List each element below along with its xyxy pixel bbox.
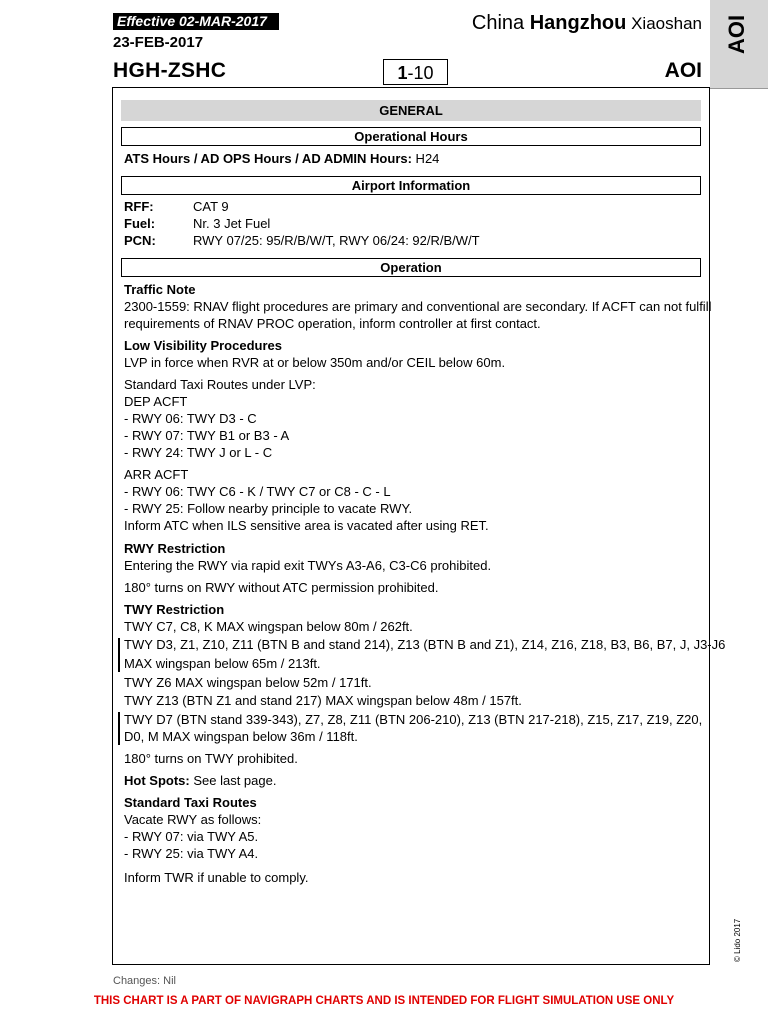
- twy-restriction-line: MAX wingspan below 65m / 213ft.: [124, 656, 321, 671]
- lvp-arr-label: ARR ACFT: [124, 467, 189, 482]
- change-bar: [118, 712, 120, 745]
- twy-restriction-heading: TWY Restriction: [124, 602, 225, 617]
- title-country: China: [471, 12, 530, 34]
- airport-code: HGH-ZSHC: [113, 59, 227, 82]
- twy-restriction-line: TWY Z13 (BTN Z1 and stand 217) MAX wingspan below 48m / 157ft.: [124, 693, 522, 708]
- traffic-note-line: requirements of RNAV PROC operation, inform controller at first contact.: [124, 316, 541, 331]
- hot-spots-line: [124, 772, 276, 789]
- change-bar: [118, 638, 120, 672]
- operation-heading: Operation: [121, 258, 701, 277]
- fuel-label: Fuel:: [124, 216, 156, 231]
- twy-restriction-line: TWY D7 (BTN stand 339-343), Z7, Z8, Z11 (BTN 206-210), Z13 (BTN 217-218), Z15, Z17, Z19, Z20,: [124, 712, 703, 727]
- page-number-main: 1: [397, 63, 408, 83]
- fuel-value: Nr. 3 Jet Fuel: [193, 216, 271, 231]
- page-number: [383, 59, 448, 85]
- airport-title: [472, 12, 702, 35]
- title-city: Hangzhou: [529, 12, 627, 34]
- lvp-arr-item: - RWY 06: TWY C6 - K / TWY C7 or C8 - C - L: [124, 484, 391, 499]
- operational-hours-line: [124, 150, 439, 167]
- changes-note: Changes: Nil: [113, 975, 176, 987]
- operational-hours-heading: Operational Hours: [121, 127, 701, 146]
- operational-hours-value: H24: [411, 151, 440, 166]
- standard-taxi-inform: Inform TWR if unable to comply.: [124, 870, 309, 885]
- lvp-arr-item: - RWY 25: Follow nearby principle to vacate RWY.: [124, 501, 413, 516]
- lvp-dep-item: - RWY 06: TWY D3 - C: [124, 411, 257, 426]
- revision-date: 23-FEB-2017: [113, 34, 204, 51]
- title-airport: Xiaoshan: [626, 14, 702, 33]
- rwy-restriction-line: Entering the RWY via rapid exit TWYs A3-A6, C3-C6 prohibited.: [124, 558, 492, 573]
- traffic-note-line: 2300-1559: RNAV flight procedures are primary and conventional are secondary. If ACFT can not fulfill: [124, 299, 712, 314]
- effective-date-badge: Effective 02-MAR-2017: [113, 13, 279, 30]
- rwy-restriction-heading: RWY Restriction: [124, 541, 226, 556]
- simulation-disclaimer: THIS CHART IS A PART OF NAVIGRAPH CHARTS AND IS INTENDED FOR FLIGHT SIMULATION USE ONLY: [93, 995, 675, 1007]
- twy-restriction-line: TWY C7, C8, K MAX wingspan below 80m / 262ft.: [124, 619, 413, 634]
- operational-hours-label: ATS Hours / AD OPS Hours / AD ADMIN Hours:: [124, 151, 412, 166]
- twy-restriction-line: D0, M MAX wingspan below 36m / 118ft.: [124, 729, 358, 744]
- section-code: AOI: [664, 59, 702, 82]
- twy-turns-line: 180° turns on TWY prohibited.: [124, 751, 298, 766]
- twy-restriction-line: TWY Z6 MAX wingspan below 52m / 171ft.: [124, 675, 372, 690]
- lvp-dep-item: - RWY 24: TWY J or L - C: [124, 445, 273, 460]
- standard-taxi-heading: Standard Taxi Routes: [124, 795, 257, 810]
- lvp-heading: Low Visibility Procedures: [124, 338, 282, 353]
- copyright-notice: © Lido 2017: [733, 918, 742, 962]
- twy-restriction-line: TWY D3, Z1, Z10, Z11 (BTN B and stand 214), Z13 (BTN B and Z1), Z14, Z16, Z18, B3, B6, B7, J, J3-J6: [124, 637, 726, 652]
- rff-value: CAT 9: [193, 199, 229, 214]
- pcn-label: PCN:: [124, 233, 156, 248]
- section-tab-label: AOI: [724, 14, 749, 54]
- general-heading: GENERAL: [121, 100, 701, 121]
- hot-spots-value: See last page.: [189, 773, 277, 788]
- rff-label: RFF:: [124, 199, 154, 214]
- page-number-sub: -10: [407, 63, 434, 83]
- lvp-inform: Inform ATC when ILS sensitive area is vacated after using RET.: [124, 518, 489, 533]
- section-tab: [710, 0, 768, 89]
- standard-taxi-item: - RWY 25: via TWY A4.: [124, 846, 259, 861]
- rwy-restriction-line: 180° turns on RWY without ATC permission prohibited.: [124, 580, 439, 595]
- pcn-value: RWY 07/25: 95/R/B/W/T, RWY 06/24: 92/R/B/W/T: [193, 233, 480, 248]
- standard-taxi-intro: Vacate RWY as follows:: [124, 812, 262, 827]
- lvp-dep-item: - RWY 07: TWY B1 or B3 - A: [124, 428, 290, 443]
- standard-taxi-item: - RWY 07: via TWY A5.: [124, 829, 259, 844]
- traffic-note-heading: Traffic Note: [124, 282, 196, 297]
- airport-information-heading: Airport Information: [121, 176, 701, 195]
- lvp-routes-intro: Standard Taxi Routes under LVP:: [124, 377, 316, 392]
- lvp-dep-label: DEP ACFT: [124, 394, 188, 409]
- lvp-line: LVP in force when RVR at or below 350m and/or CEIL below 60m.: [124, 355, 506, 370]
- hot-spots-label: Hot Spots:: [124, 773, 190, 788]
